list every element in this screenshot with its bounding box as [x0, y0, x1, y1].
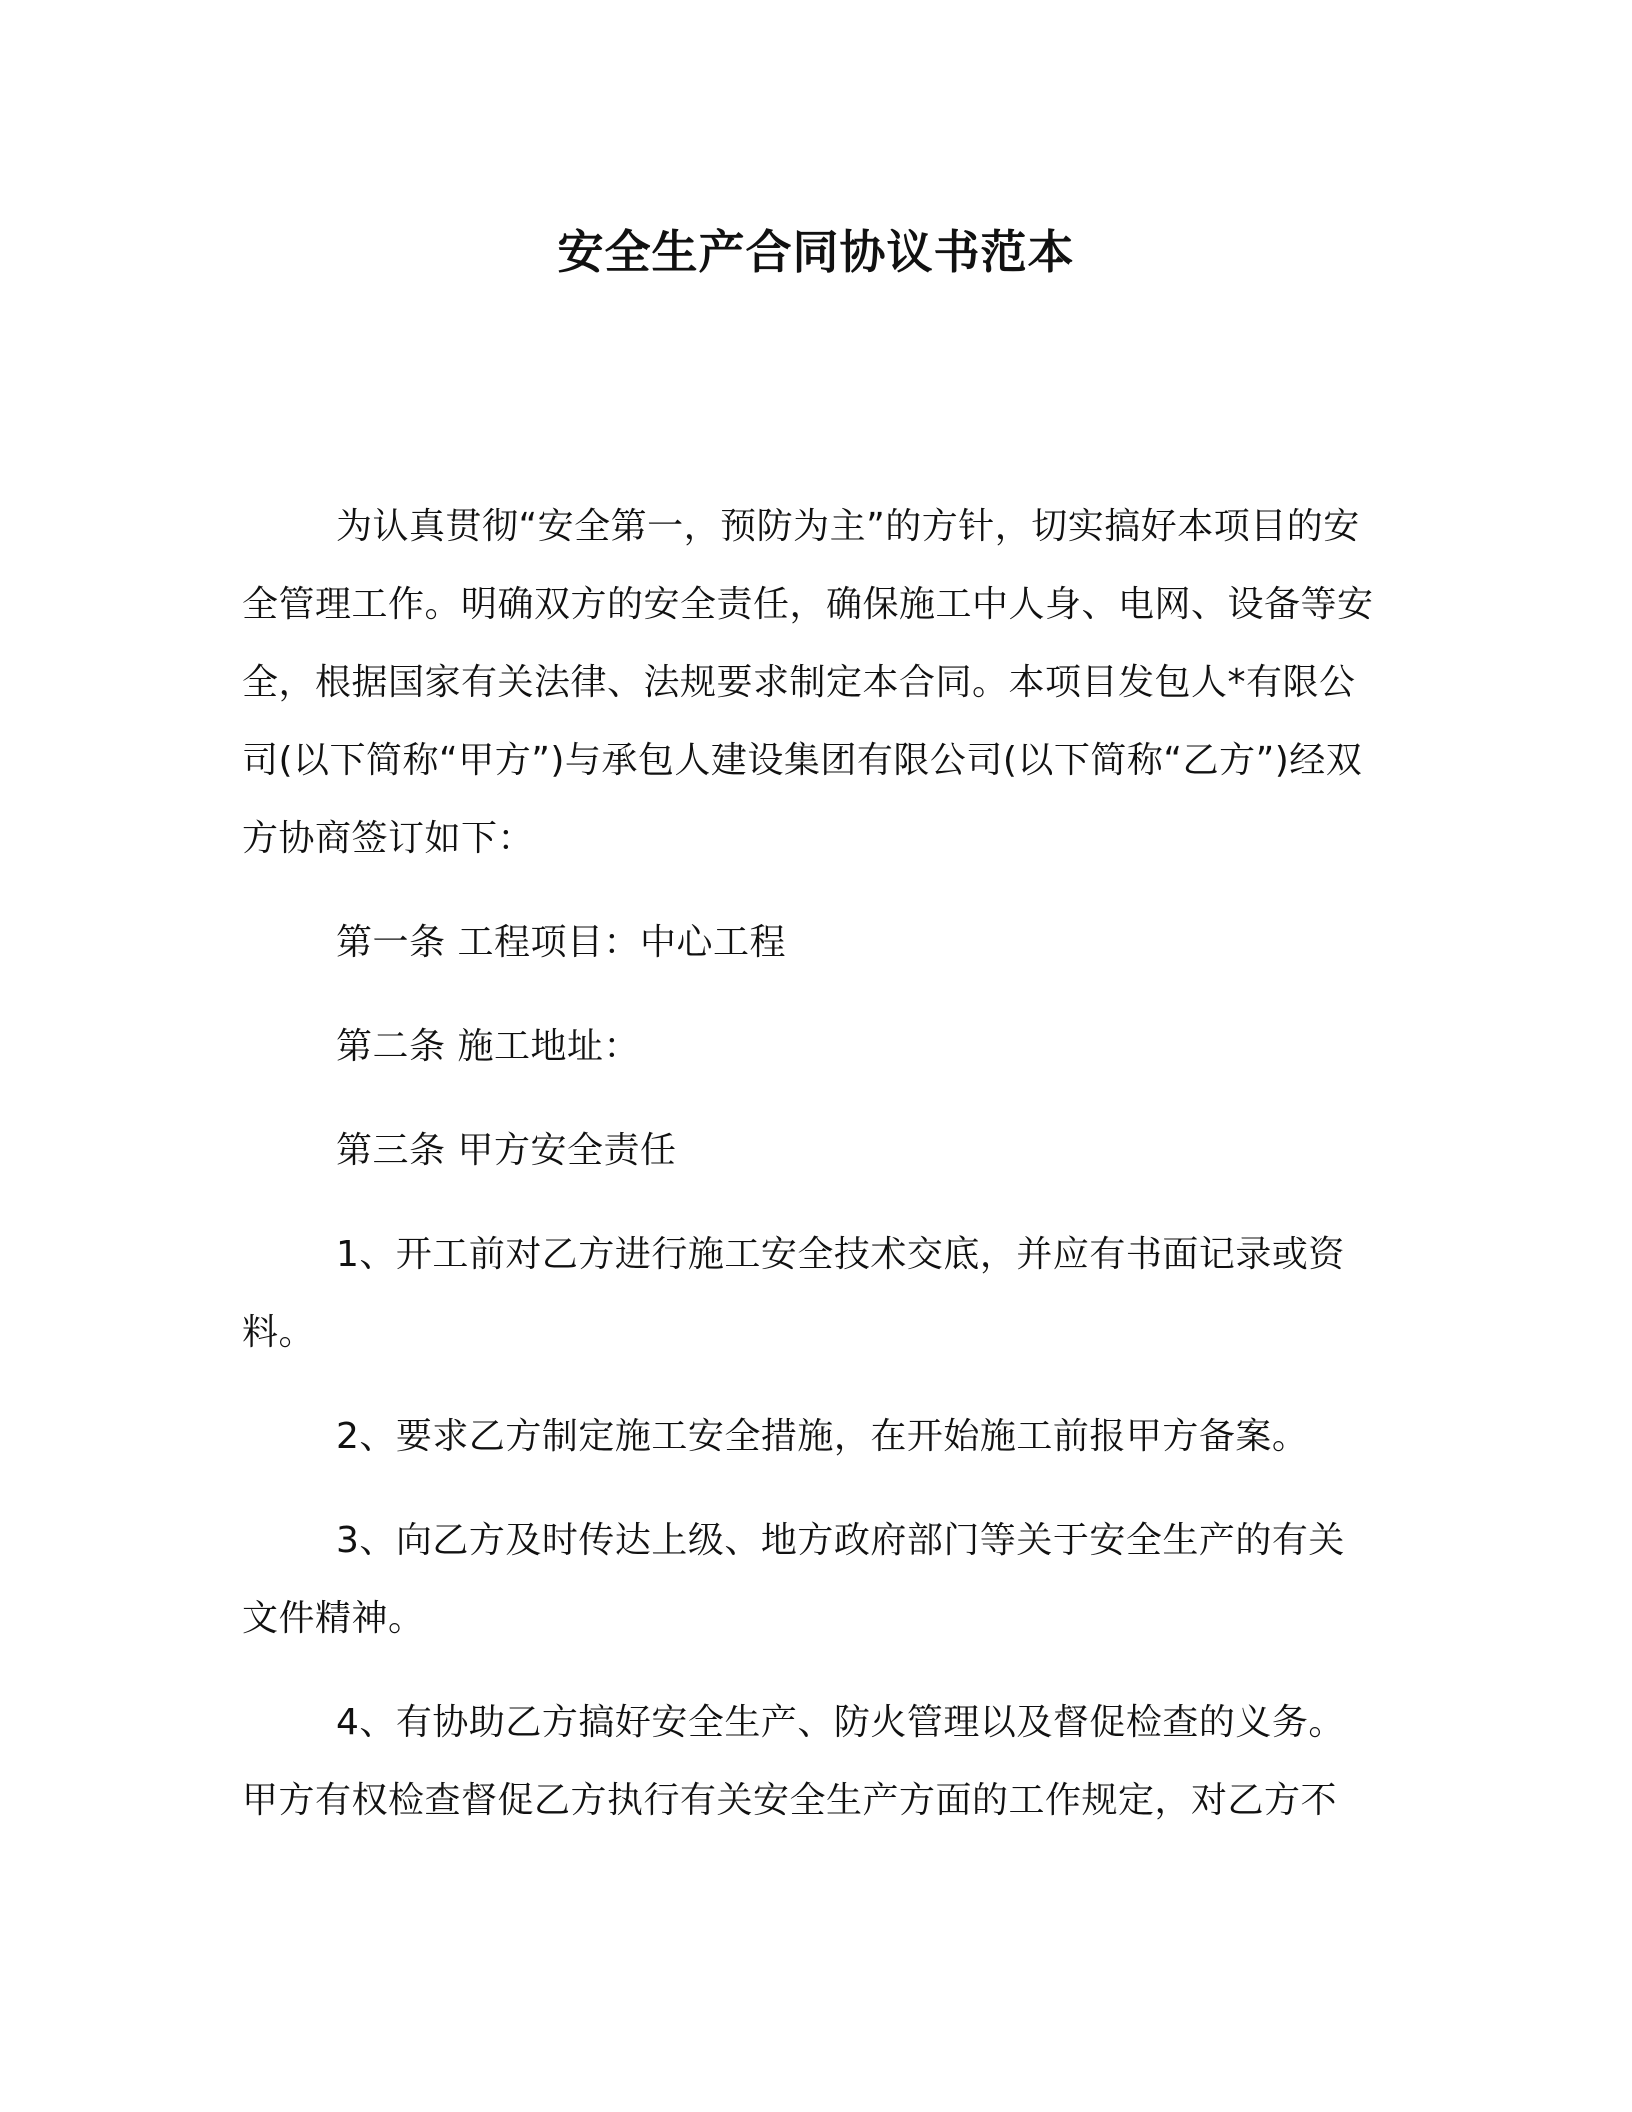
- paragraph-item-2: 2、要求乙方制定施工安全措施，在开始施工前报甲方备案。: [336, 1416, 1309, 1457]
- paragraph-item-4: 4、有协助乙方搞好安全生产、防火管理以及督促检查的义务。甲方有权检查督促乙方执行有关安全生产方面的工作规定，对乙方不: [242, 1702, 1345, 1821]
- document-body: [242, 488, 1377, 1866]
- paragraph-article-3: 第三条 甲方安全责任: [336, 1130, 677, 1171]
- document-title: 安全生产合同协议书范本: [557, 225, 1075, 279]
- paragraph-article-2: 第二条 施工地址：: [336, 1026, 640, 1067]
- paragraph-intro: 为认真贯彻“安全第一，预防为主”的方针，切实搞好本项目的安全管理工作。明确双方的安全责任，确保施工中人身、电网、设备等安全，根据国家有关法律、法规要求制定本合同。本项目发包人*有限公司(以下简称“甲方”)与承包人建设集团有限公司(以下简称“乙方”)经双方协商签订如下：: [242, 506, 1374, 859]
- paragraph-item-1: 1、开工前对乙方进行施工安全技术交底，并应有书面记录或资料。: [242, 1234, 1345, 1353]
- paragraph-item-3: 3、向乙方及时传达上级、地方政府部门等关于安全生产的有关文件精神。: [242, 1520, 1345, 1639]
- paragraph-article-1: 第一条 工程项目：中心工程: [336, 922, 786, 963]
